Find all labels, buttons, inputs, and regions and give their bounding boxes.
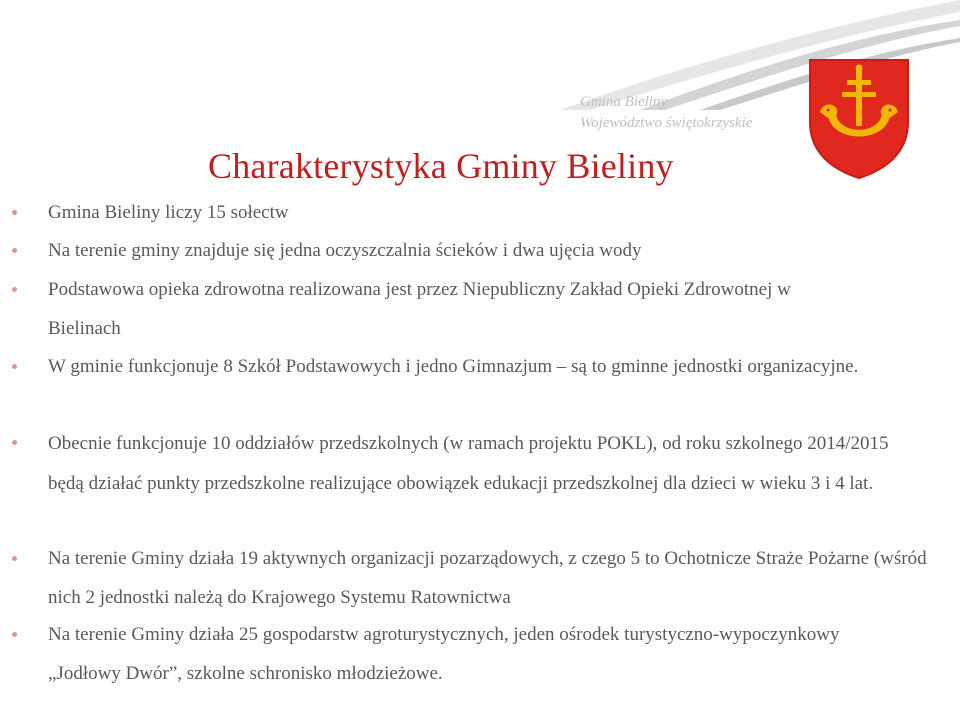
- list-item: [48, 616, 908, 693]
- page-title: Charakterystyka Gminy Bieliny: [208, 146, 674, 186]
- bullet-text: Podstawowa opieka zdrowotna realizowana jest przez Niepubliczny Zakład Opieki Zdrowotnej w Bielinach: [48, 279, 791, 339]
- bullet-text: Na terenie Gminy działa 25 gospodarstw agroturystycznych, jeden ośrodek turystyczno-wypoczynkowy „Jodłowy Dwór”, szkolne schronisko młodzieżowe.: [48, 624, 840, 684]
- bullet-text: Na terenie gminy znajduje się jedna oczyszczalnia ścieków i dwa ujęcia wody: [48, 240, 642, 261]
- bullet-icon: [12, 632, 17, 637]
- bullet-text: Na terenie Gminy działa 19 aktywnych organizacji pozarządowych, z czego 5 to Ochotnicze Straże Pożarne (wśród nich 2 jednostki należą do Krajowego Systemu Ratownictwa: [48, 548, 927, 608]
- bullet-icon: [12, 287, 17, 292]
- list-item: [48, 540, 928, 617]
- bullet-text: Gmina Bieliny liczy 15 sołectw: [48, 202, 289, 223]
- bullet-icon: [12, 248, 17, 253]
- bullet-icon: [12, 364, 17, 369]
- header-municipality: Gmina Bieliny: [580, 94, 668, 110]
- list-item: [48, 348, 923, 387]
- list-item: [48, 194, 928, 233]
- bullet-text: W gminie funkcjonuje 8 Szkół Podstawowych i jedno Gimnazjum – są to gminne jednostki organizacyjne.: [48, 356, 859, 377]
- header-voivodeship: Województwo świętokrzyskie: [580, 115, 753, 131]
- bullet-text: Obecnie funkcjonuje 10 oddziałów przedszkolnych (w ramach projektu POKL), od roku szkolnego 2014/2015 będą działać punkty przedszkolne realizujące obowiązek edukacji przedszkolnej dla dzieci w wieku 3 i 4 lat.: [48, 433, 889, 494]
- bullet-icon: [12, 556, 17, 561]
- bullet-icon: [12, 210, 17, 215]
- list-item: [48, 232, 928, 271]
- bullet-icon: [12, 440, 17, 445]
- list-item: [48, 271, 838, 348]
- list-item: [48, 424, 898, 504]
